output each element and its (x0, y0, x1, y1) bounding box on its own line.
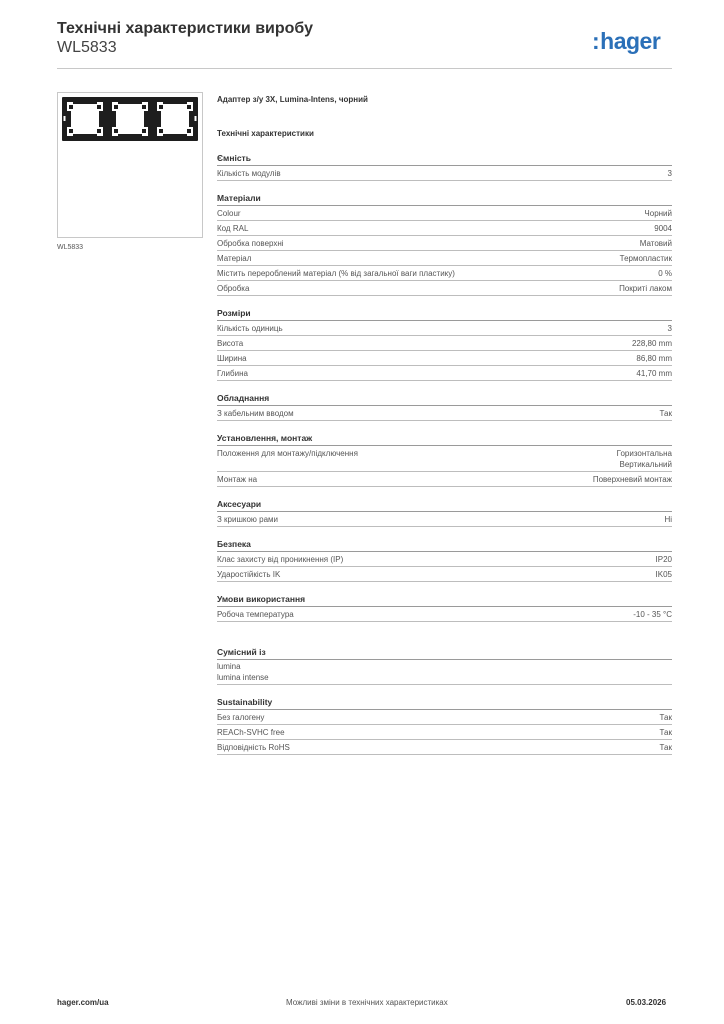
list-item: lumina (217, 662, 241, 671)
spec-section (217, 307, 672, 381)
hager-logo: :hager (592, 28, 661, 54)
section-title: Аксесуари (217, 498, 672, 512)
section-gap (217, 685, 672, 696)
section-gap (217, 527, 672, 538)
row-label: Монтаж на (217, 475, 258, 484)
table-row (217, 446, 672, 472)
row-value (636, 353, 672, 364)
row-label: Матеріал (217, 254, 252, 263)
header-divider (57, 68, 672, 69)
frame-clip-right (144, 111, 149, 127)
row-value-line: Чорний (644, 209, 672, 218)
row-label: Робоча температура (217, 610, 294, 619)
product-code: WL5833 (57, 39, 117, 56)
row-value-line: Поверхневий монтаж (592, 475, 672, 484)
frame-corner (114, 105, 118, 109)
row-value-line: Вертикальний (619, 460, 672, 469)
row-label: Положення для монтажу/підключення (217, 449, 358, 458)
row-label: Без галогену (217, 713, 265, 722)
product-image-caption: WL5833 (57, 244, 84, 251)
spec-sections (217, 152, 672, 755)
row-value-line: 3 (667, 169, 672, 178)
row-label: Відповідність RoHS (217, 743, 290, 752)
row-value (660, 408, 672, 419)
table-row (217, 336, 672, 351)
row-value-line: IK05 (655, 570, 672, 579)
table-row (217, 552, 672, 567)
row-value (668, 168, 672, 179)
frame-clip-left (66, 111, 71, 127)
row-value-line: Так (659, 743, 672, 752)
row-label: Код RAL (217, 224, 249, 233)
row-value-line: Так (659, 728, 672, 737)
table-row (217, 266, 672, 281)
row-value (654, 223, 672, 234)
row-value-line: 0 % (658, 269, 672, 278)
table-row (217, 221, 672, 236)
spec-section (217, 432, 672, 487)
table-row (217, 567, 672, 582)
frame-hole (195, 116, 197, 121)
product-frame-icon (58, 93, 202, 237)
section-gap (217, 421, 672, 432)
section-gap (217, 181, 672, 192)
row-value (593, 474, 672, 485)
row-value-line: Термопластик (619, 254, 672, 263)
section-title: Sustainability (217, 696, 672, 710)
product-name: Адаптер з/у 3X, Lumina-Intens, чорний (217, 95, 368, 104)
section-title: Матеріали (217, 192, 672, 206)
section-gap (217, 582, 672, 593)
section-title: Сумісний із (217, 646, 672, 660)
compatible-section (217, 646, 672, 685)
row-value-line: IP20 (655, 555, 672, 564)
row-value (620, 253, 672, 264)
frame-corner (187, 129, 191, 133)
row-value (617, 448, 672, 470)
spec-section (217, 152, 672, 181)
row-label: Глибина (217, 369, 248, 378)
row-label: REACh-SVHC free (217, 728, 285, 737)
row-value-line: Горизонтальна (616, 449, 672, 458)
table-row (217, 166, 672, 181)
section-title: Розміри (217, 307, 672, 321)
row-value (640, 238, 672, 249)
table-row (217, 251, 672, 266)
frame-hole (64, 116, 66, 121)
frame-corner (69, 129, 73, 133)
frame-clip-left (111, 111, 116, 127)
row-label: Містить перероблений матеріал (% від загальної ваги пластику) (217, 269, 455, 278)
row-value (660, 712, 672, 723)
frame-clip-right (99, 111, 104, 127)
frame-corner (142, 105, 146, 109)
page-title: Технічні характеристики виробу (57, 20, 313, 37)
section-gap (217, 381, 672, 392)
frame-clip-bottom (118, 134, 142, 138)
row-label: З кришкою рами (217, 515, 279, 524)
frame-clip-left (156, 111, 161, 127)
table-row (217, 472, 672, 487)
footer-note: Можливі зміни в технічних характеристиках (286, 998, 448, 1007)
row-label: Colour (217, 209, 241, 218)
row-value-line: 3 (667, 324, 672, 333)
row-label: Кількість одиниць (217, 324, 283, 333)
frame-corner (159, 105, 163, 109)
row-value-line: -10 - 35 °C (633, 610, 672, 619)
row-value-line: 9004 (654, 224, 672, 233)
product-image (57, 92, 203, 238)
row-label: Ударостійкість IK (217, 570, 281, 579)
frame-corner (97, 129, 101, 133)
specs-title: Технічні характеристики (217, 129, 314, 138)
frame-clip-top (163, 100, 187, 104)
sustainability-section (217, 696, 672, 755)
row-value (619, 283, 672, 294)
table-row (217, 321, 672, 336)
frame-corner (97, 105, 101, 109)
table-row (217, 607, 672, 622)
section-title: Установлення, монтаж (217, 432, 672, 446)
row-label: Обробка поверхні (217, 239, 284, 248)
row-value (668, 323, 672, 334)
row-value-line: Покриті лаком (619, 284, 672, 293)
spec-section (217, 593, 672, 622)
row-value (636, 368, 672, 379)
table-row (217, 281, 672, 296)
spec-content (217, 94, 672, 755)
frame-clip-top (118, 100, 142, 104)
row-value (633, 609, 672, 620)
row-label: Обробка (217, 284, 250, 293)
frame-clip-bottom (163, 134, 187, 138)
row-label: Клас захисту від проникнення (IP) (217, 555, 344, 564)
spec-section (217, 192, 672, 296)
frame-clip-top (73, 100, 97, 104)
row-value (658, 268, 672, 279)
row-label: Ширина (217, 354, 247, 363)
section-gap (217, 622, 672, 646)
table-row (217, 725, 672, 740)
table-row (217, 740, 672, 755)
row-value (644, 208, 672, 219)
frame-corner (187, 105, 191, 109)
list-item: lumina intense (217, 673, 269, 682)
section-title: Обладнання (217, 392, 672, 406)
section-gap (217, 487, 672, 498)
row-value-line: 86,80 mm (636, 354, 672, 363)
frame-corner (114, 129, 118, 133)
frame-corner (69, 105, 73, 109)
row-value-line: 41,70 mm (636, 369, 672, 378)
row-value (660, 742, 672, 753)
row-label: З кабельним вводом (217, 409, 294, 418)
row-value (660, 727, 672, 738)
row-value (664, 514, 672, 525)
frame-corner (142, 129, 146, 133)
frame-clip-bottom (73, 134, 97, 138)
table-row (217, 710, 672, 725)
section-title: Безпека (217, 538, 672, 552)
row-label: Висота (217, 339, 244, 348)
row-value-line: Так (659, 713, 672, 722)
spec-section (217, 538, 672, 582)
row-value-line: Ні (664, 515, 672, 524)
frame-corner (159, 129, 163, 133)
table-row (217, 366, 672, 381)
row-value (656, 554, 672, 565)
row-label: Кількість модулів (217, 169, 281, 178)
row-value (632, 338, 672, 349)
table-row (217, 512, 672, 527)
table-row (217, 206, 672, 221)
footer-website[interactable]: hager.com/ua (57, 998, 109, 1007)
spec-section (217, 498, 672, 527)
footer-date: 05.03.2026 (626, 998, 667, 1007)
row-value-line: Матовий (639, 239, 672, 248)
frame-clip-right (189, 111, 194, 127)
compatible-list (217, 660, 672, 685)
table-row (217, 406, 672, 421)
row-value-line: Так (659, 409, 672, 418)
table-row (217, 236, 672, 251)
table-row (217, 351, 672, 366)
section-title: Умови використання (217, 593, 672, 607)
row-value-line: 228,80 mm (631, 339, 672, 348)
section-title: Ємність (217, 152, 672, 166)
section-gap (217, 296, 672, 307)
row-value (656, 569, 672, 580)
spec-section (217, 392, 672, 421)
